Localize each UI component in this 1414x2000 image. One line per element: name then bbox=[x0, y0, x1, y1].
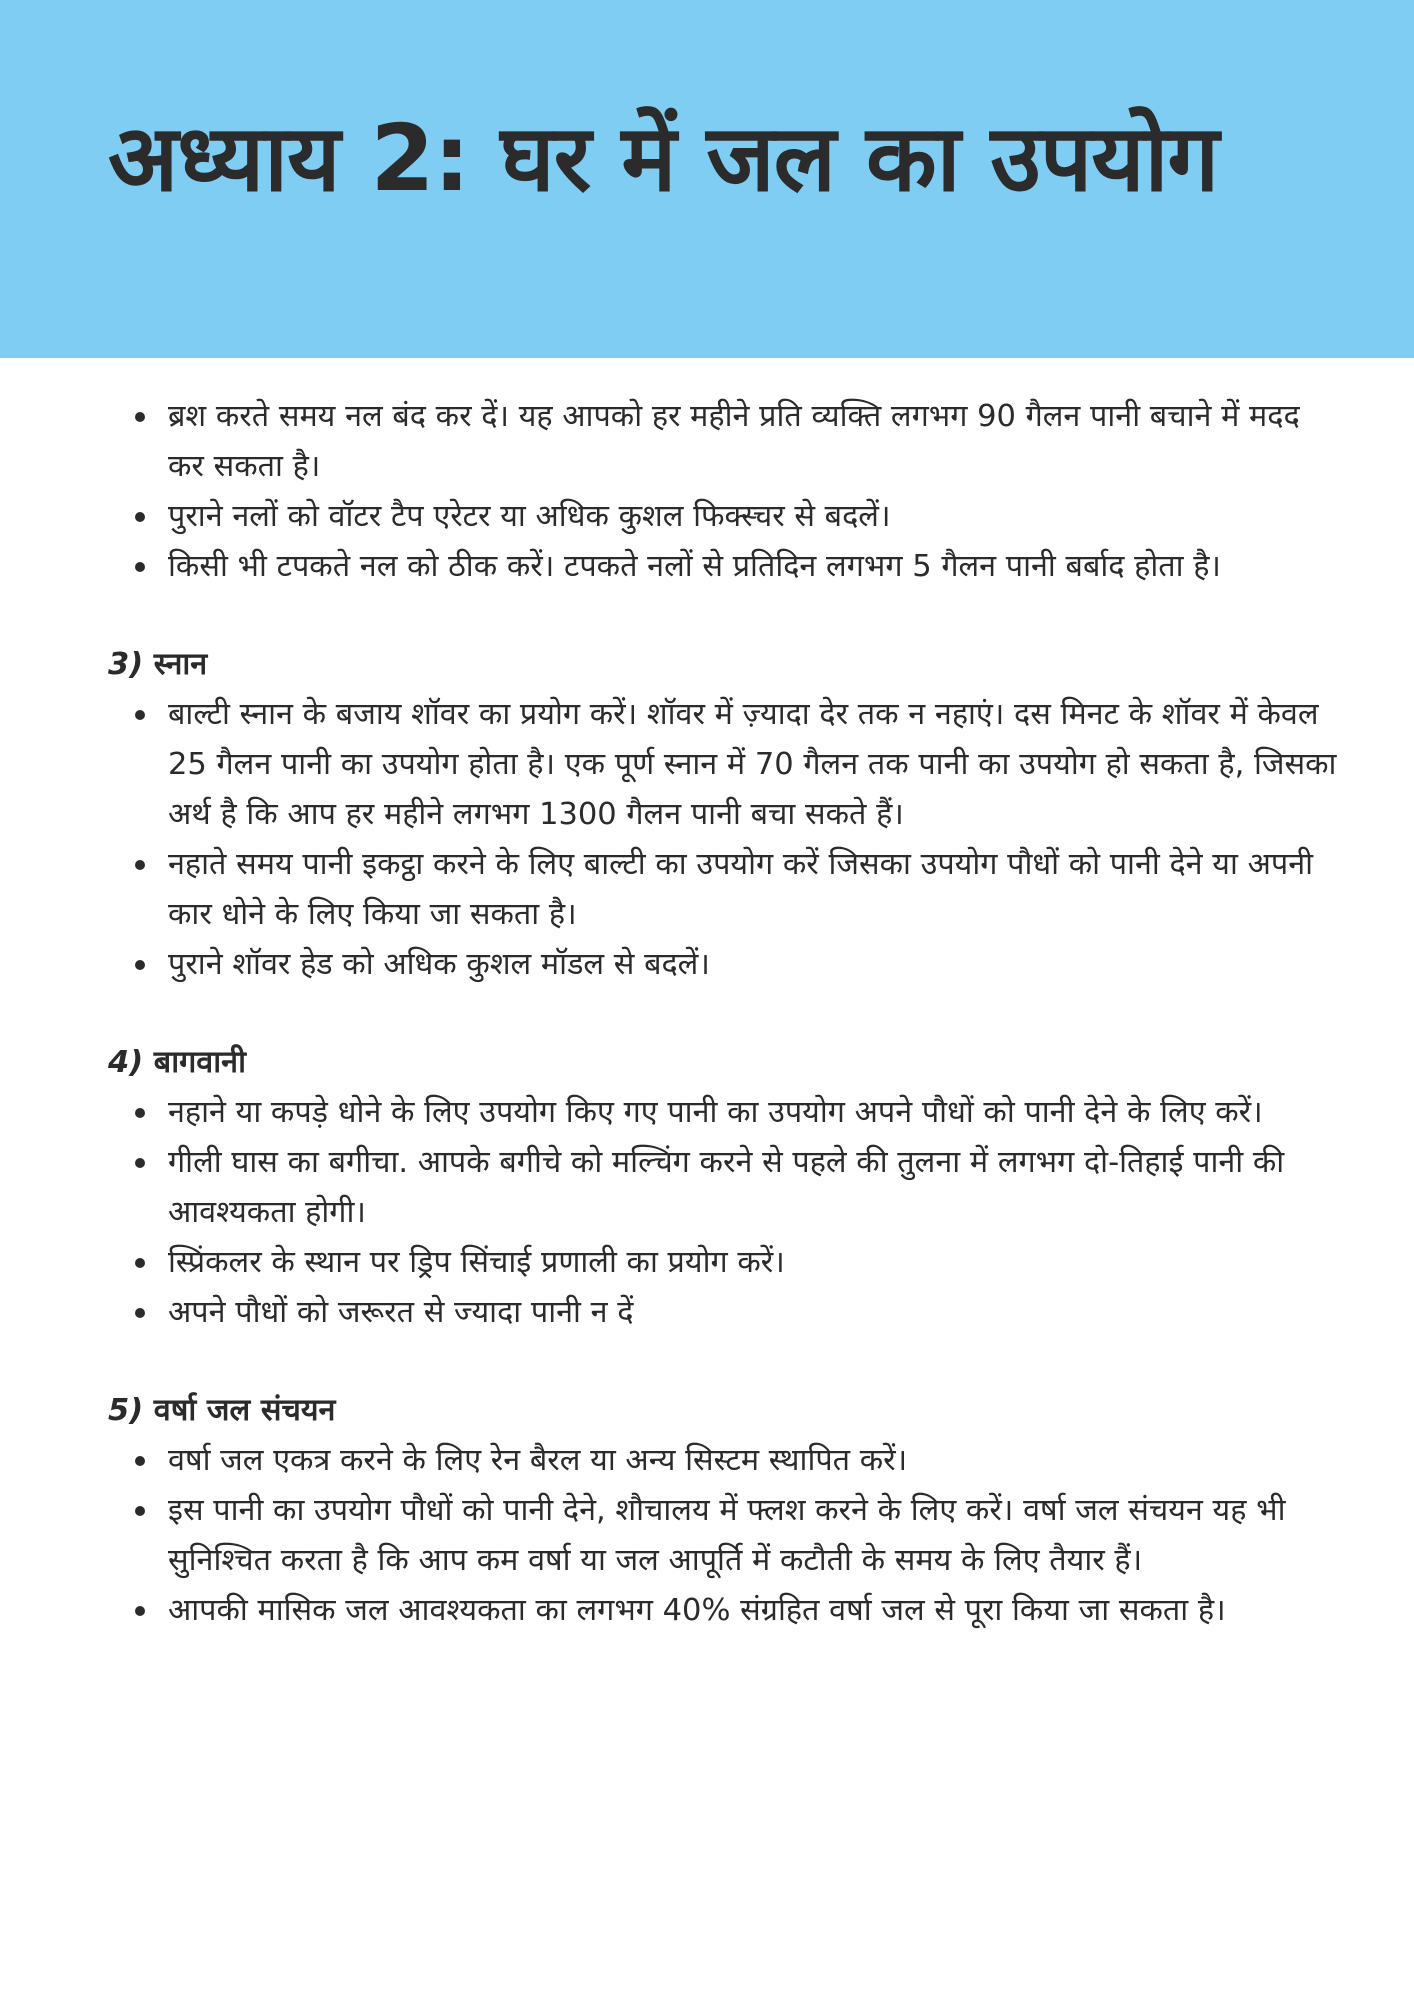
list-item bbox=[108, 1238, 1338, 1288]
list-item-text: किसी भी टपकते नल को ठीक करें। टपकते नलों से प्रतिदिन लगभग 5 गैलन पानी बर्बाद होता है। bbox=[168, 549, 1221, 584]
page-content bbox=[108, 392, 1338, 1636]
list-item bbox=[108, 1288, 1338, 1338]
list-item bbox=[108, 492, 1338, 542]
header-band bbox=[0, 0, 1414, 358]
bullet-icon bbox=[135, 1308, 145, 1318]
list-item-text: आपकी मासिक जल आवश्यकता का लगभग 40% संग्रहित वर्षा जल से पूरा किया जा सकता है। bbox=[168, 1593, 1226, 1628]
section-title: बागवानी bbox=[153, 1045, 246, 1080]
section-number: 4) bbox=[108, 1045, 144, 1080]
list-item bbox=[108, 392, 1338, 492]
list-item bbox=[108, 1138, 1338, 1238]
section-rainwater bbox=[108, 1386, 1338, 1636]
list-item-text: नहाने या कपड़े धोने के लिए उपयोग किए गए पानी का उपयोग अपने पौधों को पानी देने के लिए करें। bbox=[168, 1095, 1263, 1130]
section-list bbox=[108, 1088, 1338, 1338]
list-item bbox=[108, 690, 1338, 840]
section-list bbox=[108, 1436, 1338, 1636]
list-item-text: नहाते समय पानी इकट्ठा करने के लिए बाल्टी का उपयोग करें जिसका उपयोग पौधों को पानी देने या अपनी कार धोने के लिए किया जा सकता है। bbox=[168, 847, 1314, 932]
intro-list bbox=[108, 392, 1338, 592]
bullet-icon bbox=[135, 960, 145, 970]
bullet-icon bbox=[135, 1258, 145, 1268]
section-title: वर्षा जल संचयन bbox=[153, 1393, 336, 1428]
bullet-icon bbox=[135, 710, 145, 720]
bullet-icon bbox=[135, 562, 145, 572]
section-heading bbox=[108, 1386, 1338, 1436]
list-item bbox=[108, 1586, 1338, 1636]
bullet-icon bbox=[135, 1606, 145, 1616]
list-item bbox=[108, 1486, 1338, 1586]
section-number: 5) bbox=[108, 1393, 144, 1428]
section-title: स्नान bbox=[153, 647, 208, 682]
page-title: अध्याय 2: घर में जल का उपयोग bbox=[108, 105, 1219, 212]
bullet-icon bbox=[135, 512, 145, 522]
bullet-icon bbox=[135, 860, 145, 870]
bullet-icon bbox=[135, 412, 145, 422]
list-item-text: पुराने नलों को वॉटर टैप एरेटर या अधिक कुशल फिक्स्चर से बदलें। bbox=[168, 499, 891, 534]
list-item-text: गीली घास का बगीचा. आपके बगीचे को मल्चिंग करने से पहले की तुलना में लगभग दो-तिहाई पानी की आवश्यकता होगी। bbox=[168, 1145, 1285, 1230]
section-number: 3) bbox=[108, 647, 144, 682]
section-list bbox=[108, 690, 1338, 990]
list-item bbox=[108, 1088, 1338, 1138]
list-item bbox=[108, 840, 1338, 940]
list-item-text: ब्रश करते समय नल बंद कर दें। यह आपको हर महीने प्रति व्यक्ति लगभग 90 गैलन पानी बचाने में मदद कर सकता है। bbox=[168, 399, 1300, 484]
list-item-text: अपने पौधों को जरूरत से ज्यादा पानी न दें bbox=[168, 1295, 634, 1330]
list-item bbox=[108, 940, 1338, 990]
list-item-text: इस पानी का उपयोग पौधों को पानी देने, शौचालय में फ्लश करने के लिए करें। वर्षा जल संचयन यह भी सुनिश्चित करता है कि आप कम वर्षा या जल आपूर्ति में कटौती के समय के लिए तैयार हैं। bbox=[168, 1493, 1286, 1578]
bullet-icon bbox=[135, 1456, 145, 1466]
bullet-icon bbox=[135, 1506, 145, 1516]
list-item-text: बाल्टी स्नान के बजाय शॉवर का प्रयोग करें। शॉवर में ज़्यादा देर तक न नहाएं। दस मिनट के शॉवर में केवल 25 गैलन पानी का उपयोग होता है। एक पूर्ण स्नान में 70 गैलन तक पानी का उपयोग हो सकता है, जिसका अर्थ है कि आप हर महीने लगभग 1300 गैलन पानी बचा सकते हैं। bbox=[168, 697, 1337, 832]
bullet-icon bbox=[135, 1108, 145, 1118]
bullet-icon bbox=[135, 1158, 145, 1168]
list-item-text: पुराने शॉवर हेड को अधिक कुशल मॉडल से बदलें। bbox=[168, 947, 710, 982]
section-bathing bbox=[108, 640, 1338, 990]
section-gardening bbox=[108, 1038, 1338, 1338]
section-heading bbox=[108, 640, 1338, 690]
list-item-text: वर्षा जल एकत्र करने के लिए रेन बैरल या अन्य सिस्टम स्थापित करें। bbox=[168, 1443, 908, 1478]
section-heading bbox=[108, 1038, 1338, 1088]
list-item bbox=[108, 1436, 1338, 1486]
list-item bbox=[108, 542, 1338, 592]
list-item-text: स्प्रिंकलर के स्थान पर ड्रिप सिंचाई प्रणाली का प्रयोग करें। bbox=[168, 1245, 785, 1280]
